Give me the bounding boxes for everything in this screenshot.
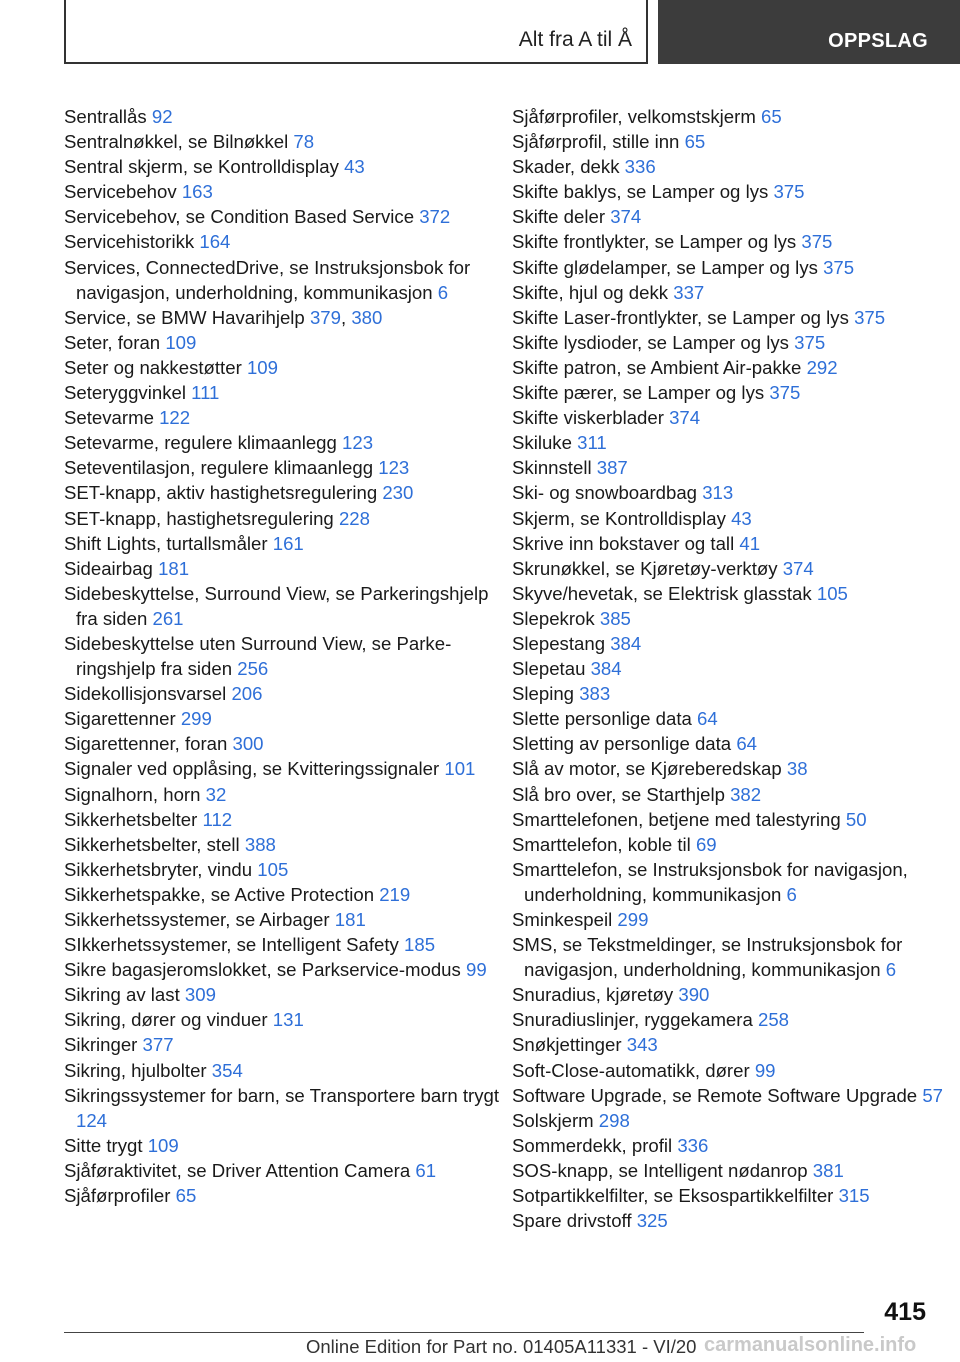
index-entry (512, 204, 952, 229)
page-link[interactable]: 164 (199, 231, 231, 253)
index-entry (512, 1007, 952, 1032)
page-link[interactable]: 99 (754, 1059, 776, 1081)
header-title: Alt fra A til Å (518, 28, 632, 51)
index-entry-text: Smarttelefon, se Instruksjonsbok for navigasjon, underholdning, kommunikasjon (512, 858, 908, 905)
index-entry-text: SOS-knapp, se Intelligent nødanrop (512, 1159, 808, 1181)
page-link[interactable]: 385 (599, 607, 631, 629)
index-entry-text: Skifte glødelamper, se Lamper og lys (512, 256, 818, 278)
page-link[interactable]: 181 (158, 557, 190, 579)
page-link[interactable]: 354 (211, 1059, 243, 1081)
index-entry (512, 1133, 952, 1158)
index-entry (512, 731, 952, 756)
index-entry-text: Seteventilasjon, regulere klimaanlegg (64, 457, 374, 479)
index-entry-text: Sidebeskyttelse uten Surround View, se Parkeringshjelp fra siden (64, 632, 452, 680)
index-entry (64, 982, 504, 1007)
page-link[interactable]: 372 (419, 206, 451, 228)
index-entry (512, 681, 952, 706)
index-entry-text: Sikkerhetspakke, se Active Protection (64, 883, 375, 905)
index-entry (64, 857, 504, 882)
page-link[interactable]: 256 (237, 658, 269, 680)
index-entry-text: Sigarettenner, foran (64, 733, 228, 755)
page-link[interactable]: 111 (191, 382, 220, 404)
index-entry-text: Skinnstell (512, 457, 592, 479)
index-entry (512, 756, 952, 781)
page-link[interactable]: 32 (205, 783, 227, 805)
index-entry (64, 1083, 504, 1133)
page-link[interactable]: 300 (232, 733, 264, 755)
index-entry-text: Services, ConnectedDrive, se Instruksjonsbok for navigasjon, underholdning, kommunikasjon (64, 256, 471, 303)
page-link[interactable]: 123 (342, 432, 374, 454)
index-entry (512, 857, 952, 907)
index-entry (512, 380, 952, 405)
page-link[interactable]: 375 (823, 256, 855, 278)
page-link[interactable]: 112 (202, 808, 233, 830)
index-entry-text: Skifte patron, se Ambient Air-pakke (512, 356, 802, 378)
index-entry-text: Sjåføraktivitet, se Driver Attention Camera (64, 1159, 411, 1181)
index-entry-text: Slette personlige data (512, 708, 692, 730)
index-entry-text: Skrunøkkel, se Kjøretøy-verktøy (512, 557, 778, 579)
index-entry-text: Seter, foran (64, 331, 161, 353)
page-link[interactable]: 124 (76, 1109, 108, 1131)
index-entry-text: Slepetau (512, 658, 586, 680)
page-link[interactable]: 315 (838, 1185, 870, 1207)
index-entry-text: Seteryggvinkel (64, 382, 186, 404)
index-entry-text: Sitte trygt (64, 1134, 143, 1156)
page-link[interactable]: 374 (669, 407, 701, 429)
page-link[interactable]: 6 (786, 883, 797, 905)
page-link[interactable]: 299 (617, 909, 649, 930)
index-entry-text: Skiluke (512, 432, 572, 454)
index-entry (64, 1058, 504, 1083)
page-link[interactable]: 43 (731, 507, 752, 529)
index-entry-text: SET-knapp, aktiv hastighetsregulering (64, 482, 378, 504)
watermark: carmanualsonline.info (704, 1334, 917, 1356)
page-link[interactable]: 298 (598, 1109, 630, 1131)
index-entry-text: Sikring, dører og vinduer (64, 1009, 268, 1031)
index-entry (512, 656, 952, 681)
index-entry-text: Slå av motor, se Kjøreberedskap (512, 758, 782, 780)
index-entry-text: SET-knapp, hastighetsregulering (64, 507, 334, 529)
index-entry-text: Sjåførprofiler (64, 1185, 171, 1207)
index-entry (64, 506, 504, 531)
index-entry (512, 179, 952, 204)
index-entry (64, 706, 504, 731)
page-link[interactable]: 131 (272, 1009, 304, 1031)
index-entry (64, 581, 504, 631)
page-link[interactable]: 292 (806, 356, 838, 378)
footer-edition: Online Edition for Part no. 01405A11331 - VI/20 (306, 1336, 697, 1357)
footer-divider (64, 1332, 864, 1333)
index-entry (64, 1133, 504, 1158)
index-entry (512, 1032, 952, 1057)
index-entry (64, 229, 504, 254)
index-entry (64, 782, 504, 807)
index-entry-text: Skifte Laser-frontlykter, se Lamper og lys (512, 306, 849, 328)
page-link[interactable]: 61 (415, 1159, 437, 1181)
index-entry (64, 907, 504, 932)
index-entry (64, 832, 504, 857)
index-entry (64, 330, 504, 355)
index-entry (512, 1058, 952, 1083)
index-entry-text: Seter og nakkestøtter (64, 356, 242, 378)
index-entry (512, 807, 952, 832)
index-entry (64, 1032, 504, 1057)
page-link[interactable]: 109 (246, 356, 278, 378)
index-entry (64, 179, 504, 204)
index-entry-text: Solskjerm (512, 1109, 594, 1131)
page-link[interactable]: 258 (757, 1009, 790, 1031)
index-entry-text: Sikringssystemer for barn, se Transportere barn trygt (64, 1084, 500, 1106)
index-entry (64, 1183, 504, 1208)
page-link[interactable]: 390 (678, 984, 710, 1006)
page-link[interactable]: 206 (231, 683, 263, 705)
page-link[interactable]: 379 (309, 306, 341, 328)
page-link[interactable]: 185 (404, 934, 436, 956)
index-entry-text: Smarttelefonen, betjene med talestyring (512, 808, 841, 830)
index-entry (512, 104, 952, 129)
index-entry (64, 681, 504, 706)
index-entry (64, 104, 504, 129)
index-entry-text: Snuradiuslinjer, ryggekamera (512, 1009, 753, 1031)
page-number: 415 (884, 1298, 926, 1326)
index-entry-text: Servicebehov, se Condition Based Service (64, 206, 415, 228)
index-entry-text: Spare drivstoff (512, 1210, 632, 1232)
page-link[interactable]: 43 (344, 156, 365, 178)
page-link[interactable]: 374 (610, 206, 642, 228)
index-entry-text: Smarttelefon, koble til (512, 833, 691, 855)
page-link[interactable]: 230 (382, 482, 414, 504)
index-entry-text: Skjerm, se Kontrolldisplay (512, 507, 726, 529)
index-entry-text: Sidekollisjonsvarsel (64, 683, 227, 705)
page-link[interactable]: 228 (338, 507, 370, 529)
page-link[interactable]: 375 (801, 231, 833, 253)
page-link[interactable]: 6 (885, 959, 897, 981)
page-link[interactable]: 309 (184, 984, 216, 1006)
index-entry (512, 832, 952, 857)
page-link[interactable]: 374 (782, 557, 814, 579)
index-entry (64, 129, 504, 154)
index-entry-text: Sikkerhetssystemer, se Airbager (64, 909, 330, 930)
index-entry-text: Snøkjettinger (512, 1034, 622, 1056)
index-entry-text: Sidebeskyttelse, Surround View, se Parkeringshjelp fra siden (64, 582, 489, 629)
index-entry-text: Ski- og snowboardbag (512, 482, 698, 504)
index-entry-text: Slepekrok (512, 607, 595, 629)
index-entry (512, 280, 952, 305)
index-entry-text: Sentrallås (64, 106, 147, 127)
index-entry-text: Skifte frontlykter, se Lamper og lys (512, 231, 797, 253)
index-entry (512, 631, 952, 656)
page-link[interactable]: 65 (684, 131, 706, 153)
index-entry (512, 556, 952, 581)
index-entry (512, 581, 952, 606)
index-entry (64, 756, 504, 781)
index-entry (512, 430, 952, 455)
index-entry (64, 531, 504, 556)
page-link[interactable]: 65 (175, 1185, 197, 1207)
page-link[interactable]: 219 (379, 883, 411, 905)
page-link[interactable]: 325 (636, 1210, 668, 1232)
index-entry-text: Signalhorn, horn (64, 783, 201, 805)
page-link[interactable]: 383 (579, 683, 611, 705)
page-link[interactable]: 380 (351, 306, 383, 328)
index-entry-text: Slå bro over, se Starthjelp (512, 783, 725, 805)
page-link[interactable]: 109 (147, 1134, 179, 1156)
index-entry (512, 1083, 952, 1108)
page-link[interactable]: 122 (159, 407, 191, 429)
page-link[interactable]: 101 (444, 758, 476, 780)
index-entry-text: Sigarettenner (64, 708, 176, 730)
index-entry-text: Sikring av last (64, 984, 180, 1006)
page-link[interactable]: 384 (610, 632, 642, 654)
page-link[interactable]: 38 (786, 758, 808, 780)
index-entry-text: Signaler ved opplåsing, se Kvitteringssignaler (64, 758, 440, 780)
index-entry-text: Skader, dekk (512, 156, 620, 178)
index-entry-text: Sikkerhetsbryter, vindu (64, 858, 253, 880)
index-entry (512, 255, 952, 280)
index-entry-text: Soft-Close-automatikk, dører (512, 1059, 750, 1081)
index-entry-text: Sletting av personlige data (512, 733, 732, 755)
index-entry-text: Skrive inn bokstaver og tall (512, 532, 735, 554)
index-entry (512, 330, 952, 355)
index-entry-text: Skifte baklys, se Lamper og lys (512, 181, 769, 203)
index-entry (512, 531, 952, 556)
index-entry-text: Setevarme, regulere klimaanlegg (64, 432, 337, 454)
index-entry (512, 706, 952, 731)
index-entry-text: Service, se BMW Havarihjelp (64, 306, 305, 328)
index-entry-text: Sotpartikkelfilter, se Eksospartikkelfilter (512, 1185, 834, 1207)
page-link[interactable]: 337 (673, 281, 705, 303)
index-entry-text: Skifte deler (512, 206, 606, 228)
index-entry-text: Snuradius, kjøretøy (512, 984, 674, 1006)
index-entry (64, 731, 504, 756)
index-entry-text: Sikringer (64, 1034, 138, 1056)
index-entry (64, 480, 504, 505)
index-entry (64, 455, 504, 480)
index-entry (512, 907, 952, 932)
page-link[interactable]: 99 (466, 959, 487, 981)
page-link[interactable]: 375 (769, 382, 801, 404)
page-link[interactable]: 313 (702, 482, 734, 504)
page-link[interactable]: 375 (854, 306, 886, 328)
index-entry-text: Skyve/hevetak, se Elektrisk glasstak (512, 582, 812, 604)
index-entry (512, 455, 952, 480)
index-entry-text: Skifte viskerblader (512, 407, 664, 429)
page-link[interactable]: 109 (165, 331, 197, 353)
index-entry (512, 129, 952, 154)
index-entry (512, 1158, 952, 1183)
index-entry-text: Setevarme (64, 407, 154, 429)
index-entry-text: Slepestang (512, 632, 606, 654)
index-entry (512, 1108, 952, 1133)
page-link[interactable]: 261 (152, 607, 184, 629)
index-entry-text: Skifte lysdioder, se Lamper og lys (512, 331, 789, 353)
index-entry-text: Skifte, hjul og dekk (512, 281, 669, 303)
index-entry (512, 982, 952, 1007)
page-link[interactable]: 181 (334, 909, 366, 930)
index-entry (64, 430, 504, 455)
index-entry-text: Sjåførprofiler, velkomstskjerm (512, 106, 756, 127)
page-link[interactable]: 375 (773, 181, 805, 203)
index-entry: Service, se BMW Havarihjelp 379, 380 (64, 306, 383, 328)
index-entry-text: Sikkerhetsbelter (64, 808, 198, 830)
index-entry-text: Sommerdekk, profil (512, 1134, 673, 1156)
index-entry (64, 405, 504, 430)
page-link[interactable]: 336 (677, 1134, 709, 1156)
index-entry (64, 1007, 504, 1032)
index-entry-text: Servicehistorikk (64, 231, 195, 253)
index-entry-text: Software Upgrade, se Remote Software Upgrade (512, 1084, 918, 1106)
page-link[interactable]: 336 (624, 156, 656, 178)
page-link[interactable]: 6 (437, 281, 449, 303)
page-link[interactable]: 388 (244, 833, 276, 855)
index-entry (64, 957, 504, 982)
page-link[interactable]: 65 (761, 106, 782, 127)
page-link[interactable]: 343 (626, 1034, 658, 1056)
page-link[interactable]: 387 (596, 457, 628, 479)
index-entry-text: Sikkerhetsbelter, stell (64, 833, 240, 855)
index-entry (512, 782, 952, 807)
index-entry-text: Sentral skjerm, se Kontrolldisplay (64, 156, 339, 178)
page-link[interactable]: 299 (180, 708, 212, 730)
index-entry-text: Sjåførprofil, stille inn (512, 131, 680, 153)
index-entry (64, 807, 504, 832)
page-link[interactable]: 78 (293, 131, 315, 153)
page-link[interactable]: 41 (739, 532, 761, 554)
index-entry (512, 1208, 952, 1233)
index-entry (64, 255, 504, 305)
page-link[interactable]: 382 (730, 783, 762, 805)
page-link[interactable]: 64 (736, 733, 757, 755)
index-entry (64, 631, 504, 681)
index-entry (64, 882, 504, 907)
page-link[interactable]: 384 (590, 658, 622, 680)
index-entry (512, 154, 952, 179)
page-link[interactable]: 381 (812, 1159, 844, 1181)
index-entry (512, 606, 952, 631)
page-link[interactable]: 163 (181, 181, 213, 203)
index-entry (512, 305, 952, 330)
index-entry (64, 380, 504, 405)
index-entry (512, 932, 952, 982)
index-entry (64, 932, 504, 957)
index-entry (512, 480, 952, 505)
index-entry (512, 506, 952, 531)
index-entry-text: Sentralnøkkel, se Bilnøkkel (64, 131, 289, 153)
page-link[interactable]: 92 (151, 106, 173, 127)
page-link[interactable]: 69 (695, 833, 717, 855)
index-entry-text: SMS, se Tekstmeldinger, se Instruksjonsbok for navigasjon, underholdning, kommunikasjon (512, 934, 903, 981)
page-link[interactable]: 123 (378, 457, 410, 479)
index-entry (64, 1158, 504, 1183)
page-link[interactable]: 50 (845, 808, 867, 830)
page-link[interactable]: 161 (272, 532, 304, 554)
index-entry-text: Sminkespeil (512, 909, 613, 930)
page-link[interactable]: 57 (922, 1084, 943, 1106)
index-column-right (512, 104, 952, 1233)
index-entry-text: Sideairbag (64, 557, 153, 579)
index-entry (512, 1183, 952, 1208)
header-section-label: OPPSLAG (828, 30, 928, 52)
index-entry (64, 204, 504, 229)
page-link[interactable]: 105 (816, 582, 848, 604)
index-entry-text: Servicebehov (64, 181, 177, 203)
index-entry (64, 154, 504, 179)
header-section-tab (658, 0, 960, 64)
page-link[interactable]: 105 (257, 858, 289, 880)
page-link[interactable]: 375 (794, 331, 826, 353)
index-entry-text: Sikre bagasjeromslokket, se Parkservice-modus (64, 959, 461, 981)
index-entry-text: Skifte pærer, se Lamper og lys (512, 382, 765, 404)
index-entry (64, 556, 504, 581)
page-link[interactable]: 377 (142, 1034, 174, 1056)
index-entry-text: Sleping (512, 683, 575, 705)
page-link[interactable]: 311 (577, 432, 607, 454)
index-entry (64, 355, 504, 380)
index-column-left (64, 104, 504, 1208)
index-entry (512, 355, 952, 380)
index-entry-text: SIkkerhetssystemer, se Intelligent Safety (64, 934, 399, 956)
header-title-box (64, 0, 648, 64)
index-entry (512, 229, 952, 254)
index-entry (512, 405, 952, 430)
index-entry-text: Shift Lights, turtallsmåler (64, 532, 268, 554)
page-link[interactable]: 64 (697, 708, 718, 730)
index-entry-text: Sikring, hjulbolter (64, 1059, 207, 1081)
